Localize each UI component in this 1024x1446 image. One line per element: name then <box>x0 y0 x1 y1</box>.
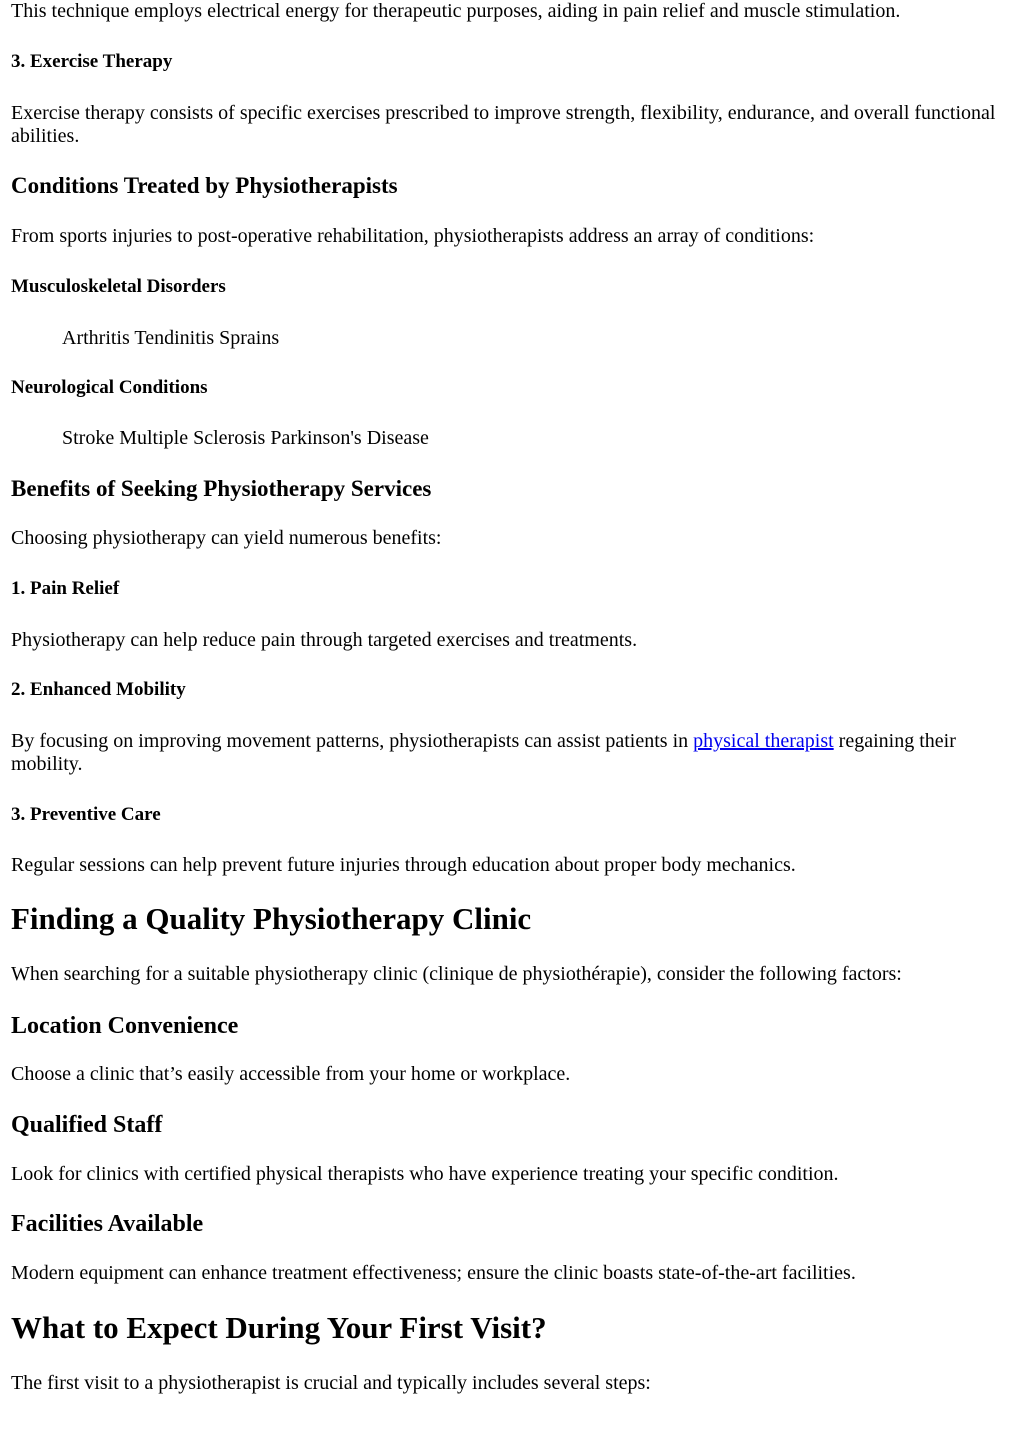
location-convenience-paragraph: Choose a clinic that’s easily accessible from your home or workplace. <box>11 1063 571 1085</box>
preventive-care-paragraph: Regular sessions can help prevent future injuries through education about proper body mechanics. <box>11 854 796 876</box>
location-convenience-heading: Location Convenience <box>11 1013 239 1039</box>
exercise-therapy-heading: 3. Exercise Therapy <box>11 51 173 72</box>
first-visit-intro: The first visit to a physiotherapist is crucial and typically includes several steps: <box>11 1372 651 1394</box>
neurological-heading: Neurological Conditions <box>11 377 208 398</box>
benefits-intro: Choosing physiotherapy can yield numerous benefits: <box>11 527 442 549</box>
finding-clinic-heading: Finding a Quality Physiotherapy Clinic <box>11 901 532 936</box>
mobility-text-before: By focusing on improving movement patterns, physiotherapists can assist patients in <box>11 730 694 752</box>
facilities-heading: Facilities Available <box>11 1211 204 1237</box>
intro-paragraph: This technique employs electrical energy for therapeutic purposes, aiding in pain relief and muscle stimulation. <box>11 0 901 22</box>
enhanced-mobility-paragraph <box>11 730 1004 776</box>
enhanced-mobility-heading: 2. Enhanced Mobility <box>11 679 186 700</box>
pain-relief-heading: 1. Pain Relief <box>11 578 120 599</box>
conditions-heading: Conditions Treated by Physiotherapists <box>11 173 398 198</box>
conditions-intro: From sports injuries to post-operative rehabilitation, physiotherapists address an array of conditions: <box>11 225 815 247</box>
musculoskeletal-list: Arthritis Tendinitis Sprains <box>62 327 280 349</box>
first-visit-heading: What to Expect During Your First Visit? <box>11 1310 547 1345</box>
qualified-staff-heading: Qualified Staff <box>11 1112 163 1138</box>
finding-clinic-intro: When searching for a suitable physiotherapy clinic (clinique de physiothérapie), consider the following factors: <box>11 963 902 985</box>
preventive-care-heading: 3. Preventive Care <box>11 804 161 825</box>
pain-relief-paragraph: Physiotherapy can help reduce pain through targeted exercises and treatments. <box>11 629 638 651</box>
benefits-heading: Benefits of Seeking Physiotherapy Services <box>11 476 432 501</box>
mobility-text-after: regaining their mobility. <box>11 730 956 775</box>
musculoskeletal-heading: Musculoskeletal Disorders <box>11 276 226 297</box>
exercise-therapy-paragraph: Exercise therapy consists of specific exercises prescribed to improve strength, flexibility, endurance, and overall functional abilities. <box>11 102 996 147</box>
physical-therapist-link[interactable]: physical therapist <box>693 730 834 752</box>
neurological-list: Stroke Multiple Sclerosis Parkinson's Disease <box>62 427 429 449</box>
qualified-staff-paragraph: Look for clinics with certified physical therapists who have experience treating your specific condition. <box>11 1163 839 1185</box>
facilities-paragraph: Modern equipment can enhance treatment effectiveness; ensure the clinic boasts state-of-the-art facilities. <box>11 1262 856 1284</box>
